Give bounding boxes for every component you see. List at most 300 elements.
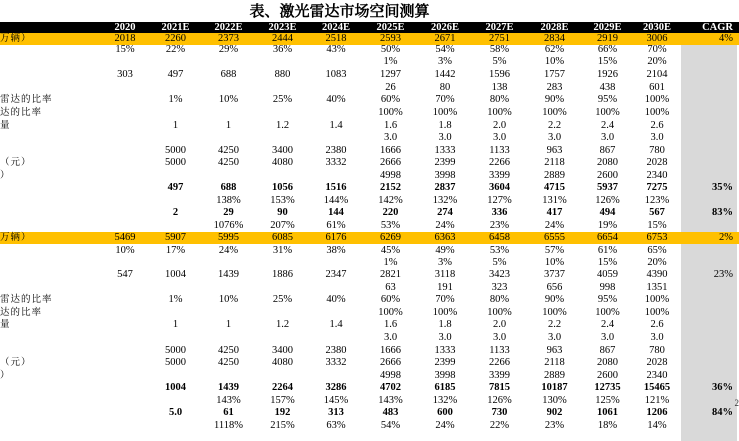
year-cell: 2266 — [489, 157, 510, 168]
year-cell: 1886 — [272, 269, 293, 280]
year-cell: 18% — [597, 419, 618, 431]
year-cell: 497 — [167, 182, 184, 193]
year-cell: 80 — [439, 81, 451, 93]
year-cell: 2889 — [544, 169, 565, 181]
year-cell: 95% — [597, 294, 618, 305]
year-cell: 14% — [647, 419, 667, 431]
year-cell: 63 — [385, 281, 396, 293]
year-cell: 1061 — [597, 407, 618, 418]
table-row — [0, 370, 739, 383]
year-cell: 50% — [380, 43, 401, 55]
year-cell: 127% — [487, 194, 512, 206]
column-header: 2029E — [593, 22, 622, 33]
year-cell: 4080 — [272, 157, 293, 168]
year-cell: 6176 — [325, 232, 347, 243]
year-cell: 1297 — [380, 69, 401, 80]
year-cell: 1133 — [489, 344, 510, 356]
year-cell: 153% — [270, 194, 295, 206]
year-cell: 100% — [378, 306, 403, 318]
year-cell: 730 — [491, 407, 508, 418]
year-cell: 23% — [489, 219, 510, 231]
row-label: 雷达的比率 — [0, 294, 53, 305]
year-cell: 1333 — [434, 344, 456, 356]
year-cell: 100% — [432, 306, 458, 318]
column-header: 2027E — [485, 22, 514, 33]
year-cell: 144% — [323, 194, 349, 206]
year-cell: 688 — [220, 182, 237, 193]
year-cell: 36% — [272, 43, 293, 55]
year-cell: 95% — [597, 94, 618, 105]
year-cell: 2.6 — [650, 319, 664, 330]
page-number: 2 — [734, 398, 739, 408]
year-cell: 3998 — [434, 169, 456, 181]
year-cell: 2919 — [597, 33, 618, 44]
column-header: 2023E — [268, 22, 297, 33]
year-cell: 5907 — [165, 232, 186, 243]
year-cell: 2593 — [380, 33, 401, 44]
year-cell: 2264 — [272, 382, 293, 393]
year-cell: 131% — [542, 194, 567, 206]
table-header-row — [0, 22, 739, 33]
year-cell: 2 — [172, 207, 179, 218]
year-cell: 3% — [438, 56, 452, 67]
year-cell: 100% — [644, 294, 670, 305]
year-cell: 61% — [597, 244, 618, 256]
year-cell: 100% — [595, 107, 620, 118]
year-cell: 49% — [435, 244, 455, 256]
year-cell: 2666 — [380, 157, 401, 168]
year-cell: 4715 — [544, 182, 565, 193]
row-label: 达的比率 — [0, 107, 43, 118]
year-cell: 61 — [223, 407, 234, 418]
year-cell: 58% — [489, 43, 510, 55]
row-label: ） — [0, 369, 11, 381]
year-cell: 3400 — [272, 344, 293, 356]
year-cell: 1% — [383, 256, 398, 268]
year-cell: 1% — [168, 294, 183, 305]
year-cell: 1516 — [325, 182, 347, 193]
table-row — [0, 319, 739, 332]
year-cell: 656 — [546, 281, 563, 293]
year-cell: 20% — [647, 256, 667, 268]
year-cell: 3332 — [325, 357, 347, 368]
year-cell: 2821 — [380, 269, 401, 280]
year-cell: 1% — [383, 56, 398, 67]
year-cell: 45% — [380, 244, 401, 256]
year-cell: 336 — [491, 207, 508, 218]
year-cell: 100% — [644, 306, 670, 318]
year-cell: 1.2 — [275, 319, 290, 330]
year-cell: 2080 — [597, 357, 618, 368]
year-cell: 100% — [644, 107, 670, 118]
cagr-cell: 83% — [712, 207, 733, 218]
year-cell: 100% — [542, 107, 567, 118]
year-cell: 6269 — [380, 232, 401, 243]
year-cell: 1076% — [213, 219, 244, 231]
year-cell: 126% — [595, 194, 620, 206]
year-cell: 3.0 — [383, 332, 398, 343]
year-cell: 60% — [380, 94, 401, 105]
year-cell: 497 — [167, 69, 184, 80]
year-cell: 10% — [218, 294, 239, 305]
year-cell: 1.4 — [329, 119, 343, 131]
year-cell: 145% — [323, 394, 349, 406]
year-cell: 191 — [437, 281, 453, 293]
table-row — [0, 145, 739, 158]
year-cell: 998 — [599, 281, 616, 293]
year-cell: 2889 — [544, 369, 565, 381]
year-cell: 70% — [435, 94, 455, 105]
year-cell: 2444 — [272, 33, 293, 44]
column-header: 2026E — [430, 22, 459, 33]
year-cell: 2600 — [597, 369, 618, 381]
year-cell: 5000 — [165, 157, 186, 168]
year-cell: 2.4 — [600, 119, 615, 131]
year-cell: 220 — [382, 207, 399, 218]
table-row — [0, 282, 739, 295]
year-cell: 1926 — [597, 69, 618, 80]
table-row — [0, 182, 739, 195]
year-cell: 2118 — [544, 157, 565, 168]
year-cell: 7275 — [646, 182, 668, 193]
year-cell: 5469 — [114, 232, 136, 243]
year-cell: 23% — [544, 419, 565, 431]
year-cell: 2028 — [646, 157, 668, 168]
year-cell: 54% — [380, 419, 401, 431]
year-cell: 3399 — [489, 369, 510, 381]
page-title: 表、激光雷达市场空间测算 — [249, 2, 430, 20]
year-cell: 3.0 — [650, 332, 664, 343]
year-cell: 3.0 — [600, 132, 615, 143]
cagr-cell: 84% — [712, 407, 733, 418]
year-cell: 7815 — [489, 382, 510, 393]
year-cell: 2399 — [434, 157, 456, 168]
table-row — [0, 294, 739, 307]
year-cell: 5995 — [218, 232, 239, 243]
year-cell: 5000 — [165, 344, 186, 356]
year-cell: 1596 — [489, 69, 510, 80]
year-cell: 1666 — [380, 144, 401, 156]
year-cell: 2118 — [544, 357, 565, 368]
year-cell: 138% — [216, 194, 241, 206]
year-cell: 2.4 — [600, 319, 615, 330]
year-cell: 5% — [492, 56, 507, 67]
year-cell: 2671 — [434, 33, 456, 44]
table-row — [0, 307, 739, 320]
year-cell: 417 — [546, 207, 563, 218]
year-cell: 4250 — [218, 144, 239, 156]
year-cell: 1 — [225, 319, 232, 330]
year-cell: 1.8 — [438, 319, 452, 330]
year-cell: 29 — [223, 207, 234, 218]
year-cell: 142% — [378, 194, 403, 206]
year-cell: 15465 — [643, 382, 671, 393]
year-cell: 3% — [438, 256, 452, 268]
year-cell: 4250 — [218, 357, 239, 368]
year-cell: 17% — [165, 244, 186, 256]
year-cell: 1439 — [218, 269, 239, 280]
year-cell: 24% — [435, 219, 455, 231]
year-cell: 100% — [487, 306, 512, 318]
year-cell: 40% — [326, 94, 346, 105]
year-cell: 10187 — [541, 382, 568, 393]
year-cell: 1133 — [489, 144, 510, 156]
table-row — [0, 107, 739, 120]
year-cell: 20% — [647, 56, 667, 67]
year-cell: 2399 — [434, 357, 456, 368]
year-cell: 880 — [274, 69, 291, 80]
year-cell: 3.0 — [438, 132, 452, 143]
year-cell: 567 — [649, 207, 665, 218]
year-cell: 15% — [597, 256, 618, 268]
table-row — [0, 382, 739, 395]
year-cell: 2.0 — [492, 119, 507, 131]
row-label: 达的比率 — [0, 306, 43, 318]
year-cell: 80% — [489, 294, 510, 305]
year-cell: 38% — [326, 244, 346, 256]
table-row — [0, 69, 739, 82]
year-cell: 3.0 — [600, 332, 615, 343]
year-cell: 1 — [172, 119, 179, 131]
cagr-cell: 2% — [719, 232, 733, 243]
year-cell: 3.0 — [547, 132, 562, 143]
year-cell: 70% — [647, 43, 667, 55]
year-cell: 3.0 — [383, 132, 398, 143]
year-cell: 2380 — [325, 344, 347, 356]
year-cell: 313 — [328, 407, 344, 418]
year-cell: 2266 — [489, 357, 510, 368]
year-cell: 62% — [544, 43, 565, 55]
year-cell: 3399 — [489, 169, 510, 181]
year-cell: 22% — [489, 419, 510, 431]
year-cell: 274 — [437, 207, 453, 218]
year-cell: 1 — [172, 319, 179, 330]
table-row — [0, 257, 739, 270]
year-cell: 3604 — [489, 182, 510, 193]
year-cell: 3423 — [489, 269, 510, 280]
year-cell: 3286 — [325, 382, 347, 393]
year-cell: 80% — [489, 94, 510, 105]
year-cell: 438 — [599, 81, 616, 93]
table-row — [0, 332, 739, 345]
year-cell: 5.0 — [168, 407, 183, 418]
year-cell: 5000 — [165, 144, 186, 156]
cagr-cell: 35% — [712, 182, 733, 193]
table-row — [0, 195, 739, 208]
table-row — [0, 345, 739, 358]
year-cell: 143% — [378, 394, 403, 406]
year-cell: 26 — [385, 81, 396, 93]
table-row — [0, 94, 739, 107]
year-cell: 6185 — [434, 382, 456, 393]
year-cell: 303 — [117, 69, 133, 80]
year-cell: 100% — [378, 107, 403, 118]
year-cell: 130% — [542, 394, 567, 406]
table-row — [0, 44, 739, 57]
column-header: 2021E — [161, 22, 190, 33]
table-row — [0, 82, 739, 95]
column-header: 2030E — [642, 22, 671, 33]
year-cell: 10% — [544, 256, 565, 268]
year-cell: 2347 — [325, 269, 347, 280]
year-cell: 283 — [546, 81, 563, 93]
year-cell: 5% — [492, 256, 507, 268]
year-cell: 2260 — [165, 33, 186, 44]
year-cell: 3.0 — [547, 332, 562, 343]
year-cell: 3.0 — [492, 332, 507, 343]
cagr-cell: 4% — [719, 33, 733, 44]
year-cell: 1.2 — [275, 119, 290, 131]
year-cell: 6458 — [489, 232, 510, 243]
year-cell: 215% — [270, 419, 295, 431]
year-cell: 2380 — [325, 144, 347, 156]
year-cell: 1333 — [434, 144, 456, 156]
year-cell: 143% — [216, 394, 241, 406]
year-cell: 3006 — [646, 33, 668, 44]
row-label: 万辆） — [0, 33, 32, 44]
row-label: （元） — [0, 157, 32, 168]
year-cell: 5937 — [597, 182, 618, 193]
year-cell: 3737 — [544, 269, 565, 280]
year-cell: 10% — [544, 56, 565, 67]
year-cell: 1.6 — [383, 119, 398, 131]
year-cell: 40% — [326, 294, 346, 305]
year-cell: 6085 — [272, 232, 293, 243]
column-header: 2028E — [540, 22, 569, 33]
year-cell: 4059 — [597, 269, 618, 280]
year-cell: 192 — [274, 407, 291, 418]
year-cell: 4702 — [380, 382, 401, 393]
year-cell: 2837 — [434, 182, 456, 193]
year-cell: 207% — [270, 219, 295, 231]
year-cell: 2152 — [380, 182, 401, 193]
table-row — [0, 207, 739, 220]
year-cell: 6753 — [646, 232, 668, 243]
year-cell: 132% — [432, 394, 458, 406]
year-cell: 1004 — [165, 382, 186, 393]
year-cell: 601 — [649, 81, 665, 93]
cagr-cell: 36% — [712, 382, 733, 393]
year-cell: 2.2 — [547, 119, 562, 131]
year-cell: 53% — [489, 244, 510, 256]
table-row — [0, 132, 739, 145]
year-cell: 138 — [491, 81, 508, 93]
year-cell: 2.2 — [547, 319, 562, 330]
year-cell: 1056 — [272, 182, 293, 193]
year-cell: 157% — [270, 394, 295, 406]
year-cell: 1206 — [646, 407, 668, 418]
year-cell: 100% — [487, 107, 512, 118]
year-cell: 2600 — [597, 169, 618, 181]
column-header: CAGR — [702, 22, 733, 33]
year-cell: 3.0 — [438, 332, 452, 343]
table-row — [0, 269, 739, 282]
year-cell: 3.0 — [492, 132, 507, 143]
year-cell: 780 — [649, 144, 665, 156]
year-cell: 2340 — [646, 369, 668, 381]
cagr-cell: 23% — [713, 269, 733, 280]
year-cell: 125% — [595, 394, 620, 406]
year-cell: 25% — [272, 294, 293, 305]
table-row — [0, 157, 739, 170]
year-cell: 2834 — [544, 33, 565, 44]
year-cell: 121% — [644, 394, 670, 406]
year-cell: 60% — [380, 294, 401, 305]
year-cell: 2028 — [646, 357, 668, 368]
year-cell: 6363 — [434, 232, 456, 243]
year-cell: 2104 — [646, 69, 668, 80]
row-label: 量 — [0, 119, 11, 131]
year-cell: 123% — [644, 194, 670, 206]
year-cell: 10% — [218, 94, 239, 105]
year-cell: 100% — [644, 94, 670, 105]
year-cell: 57% — [544, 244, 565, 256]
table-row — [0, 245, 739, 258]
year-cell: 1% — [168, 94, 183, 105]
year-cell: 1004 — [165, 269, 186, 280]
year-cell: 31% — [272, 244, 293, 256]
year-cell: 1757 — [544, 69, 565, 80]
year-cell: 15% — [597, 56, 618, 67]
year-cell: 24% — [435, 419, 455, 431]
year-cell: 10% — [115, 244, 135, 256]
year-cell: 15% — [647, 219, 667, 231]
row-label: 雷达的比率 — [0, 94, 53, 105]
year-cell: 1439 — [218, 382, 239, 393]
row-label: 万辆） — [0, 232, 32, 243]
table-row — [0, 420, 739, 433]
year-cell: 126% — [487, 394, 512, 406]
year-cell: 1.6 — [383, 319, 398, 330]
column-header: 2022E — [214, 22, 243, 33]
table-row — [0, 357, 739, 370]
year-cell: 63% — [326, 419, 346, 431]
year-cell: 1.4 — [329, 319, 343, 330]
year-cell: 547 — [117, 269, 133, 280]
year-cell: 1118% — [214, 419, 243, 431]
year-cell: 3.0 — [650, 132, 664, 143]
table-row — [0, 56, 739, 69]
year-cell: 22% — [165, 43, 186, 55]
year-cell: 688 — [220, 69, 237, 80]
row-label: ） — [0, 169, 11, 181]
year-cell: 3118 — [434, 269, 456, 280]
row-label: （元） — [0, 357, 32, 368]
year-cell: 1083 — [325, 69, 347, 80]
year-cell: 6654 — [597, 232, 618, 243]
year-cell: 43% — [326, 43, 346, 55]
year-cell: 4998 — [380, 369, 401, 381]
year-cell: 2666 — [380, 357, 401, 368]
year-cell: 4080 — [272, 357, 293, 368]
year-cell: 5000 — [165, 357, 186, 368]
table-row — [0, 220, 739, 233]
year-cell: 65% — [647, 244, 667, 256]
year-cell: 12735 — [594, 382, 621, 393]
year-cell: 54% — [435, 43, 455, 55]
table-row-highlight — [0, 232, 739, 244]
year-cell: 19% — [597, 219, 618, 231]
year-cell: 780 — [649, 344, 665, 356]
year-cell: 6555 — [544, 232, 565, 243]
column-header: 2024E — [321, 22, 350, 33]
year-cell: 1666 — [380, 344, 401, 356]
year-cell: 66% — [597, 43, 618, 55]
table-row — [0, 395, 739, 408]
year-cell: 2080 — [597, 157, 618, 168]
year-cell: 2340 — [646, 169, 668, 181]
year-cell: 2751 — [489, 33, 510, 44]
